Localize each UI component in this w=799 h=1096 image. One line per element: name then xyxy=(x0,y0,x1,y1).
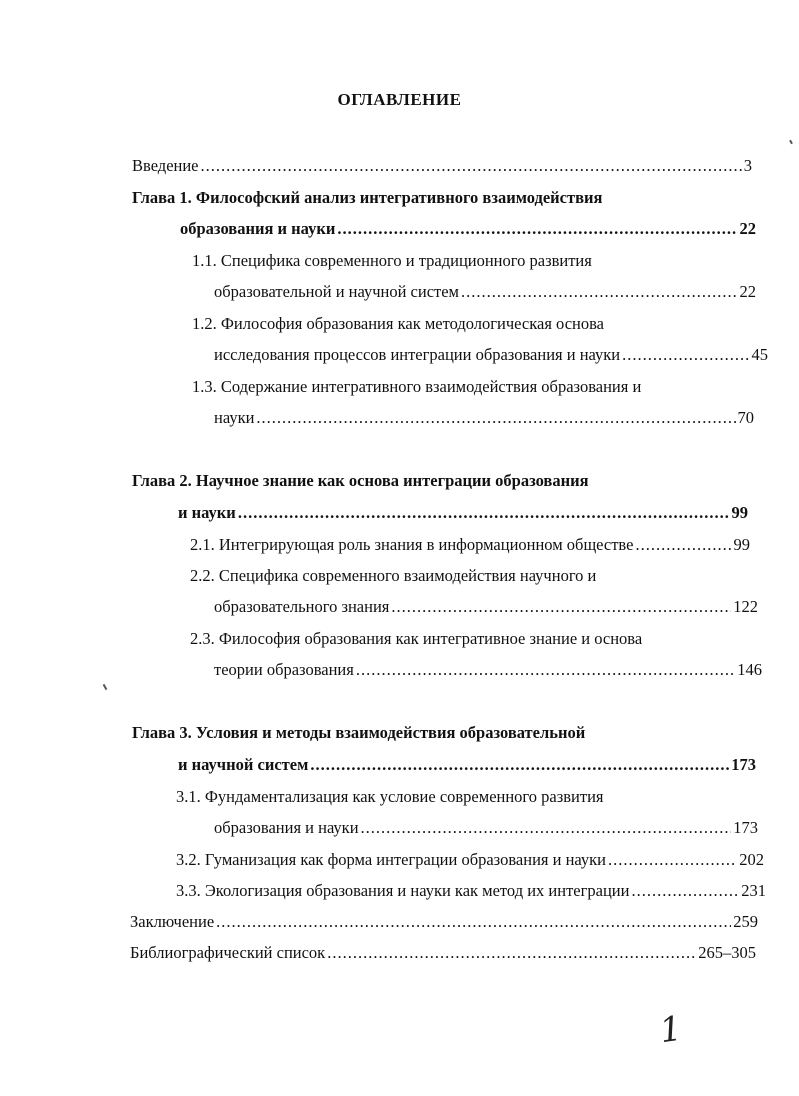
section-1-2-title-line1: 1.2. Философия образования как методологическая основа xyxy=(192,314,605,333)
leader-dots xyxy=(635,533,731,557)
toc-entry-bibliography xyxy=(130,941,756,965)
toc-entry-chapter-1 xyxy=(180,217,756,241)
section-1-1-title-line1: 1.1. Специфика современного и традиционного развития xyxy=(192,251,592,270)
leader-dots xyxy=(461,280,738,304)
toc-label: образовательной и научной систем xyxy=(214,282,459,301)
leader-dots xyxy=(327,941,696,965)
toc-entry-conclusion xyxy=(130,910,758,934)
toc-entry-section-1-3 xyxy=(214,406,754,430)
leader-dots xyxy=(310,753,729,777)
toc-page: 265–305 xyxy=(698,943,756,962)
scan-speck xyxy=(103,684,108,690)
leader-dots xyxy=(256,406,735,430)
toc-label: Библиографический список xyxy=(130,943,326,962)
toc-label: исследования процессов интеграции образования и науки xyxy=(214,345,621,364)
leader-dots xyxy=(631,879,739,903)
toc-label: 3.3. Экологизация образования и науки как метод их интеграции xyxy=(176,881,630,900)
toc-label: теории образования xyxy=(214,660,354,679)
toc-page: 173 xyxy=(731,755,756,774)
toc-entry-section-3-3 xyxy=(176,879,766,903)
toc-label: 2.1. Интегрирующая роль знания в информационном обществе xyxy=(190,535,634,554)
toc-label: Заключение xyxy=(130,912,215,931)
scan-speck xyxy=(789,140,793,144)
toc-page: 202 xyxy=(739,850,764,869)
toc-page: 146 xyxy=(737,660,762,679)
toc-page: 45 xyxy=(751,345,768,364)
section-2-3-title-line1: 2.3. Философия образования как интегративное знание и основа xyxy=(190,629,643,648)
leader-dots xyxy=(622,343,749,367)
toc-entry-chapter-3 xyxy=(178,753,756,777)
chapter-1-title-line1: Глава 1. Философский анализ интегративного взаимодействия xyxy=(132,188,603,207)
toc-page: 99 xyxy=(731,503,748,522)
toc-page: 22 xyxy=(739,219,756,238)
toc-label: и научной систем xyxy=(178,755,309,774)
section-3-1-title-line1: 3.1. Фундаментализация как условие современного развития xyxy=(176,787,604,806)
toc-page: 22 xyxy=(739,282,756,301)
toc-label: образования и науки xyxy=(214,818,359,837)
leader-dots xyxy=(337,217,737,241)
toc-page: 70 xyxy=(737,408,754,427)
page-title: ОГЛАВЛЕНИЕ xyxy=(337,90,462,109)
toc-label: и науки xyxy=(178,503,236,522)
leader-dots xyxy=(608,848,737,872)
toc-entry-intro xyxy=(132,154,752,178)
toc-entry-section-2-3 xyxy=(214,658,762,682)
chapter-3-title-line1: Глава 3. Условия и методы взаимодействия образовательной xyxy=(132,723,586,742)
leader-dots xyxy=(356,658,735,682)
leader-dots xyxy=(201,154,742,178)
toc-entry-section-3-2 xyxy=(176,848,764,872)
toc-label: образования и науки xyxy=(180,219,336,238)
toc-label: Введение xyxy=(132,156,199,175)
toc-page: 259 xyxy=(733,912,758,931)
toc-page: 3 xyxy=(743,156,752,175)
leader-dots xyxy=(216,910,731,934)
chapter-2-title-line1: Глава 2. Научное знание как основа интеграции образования xyxy=(132,471,589,490)
leader-dots xyxy=(391,595,731,619)
toc-entry-section-1-1 xyxy=(214,280,756,304)
toc-page: 173 xyxy=(733,818,758,837)
toc-page: 231 xyxy=(741,881,766,900)
leader-dots xyxy=(361,816,732,840)
section-2-2-title-line1: 2.2. Специфика современного взаимодействия научного и xyxy=(190,566,597,585)
section-1-3-title-line1: 1.3. Содержание интегративного взаимодействия образования и xyxy=(192,377,642,396)
toc-entry-chapter-2 xyxy=(178,501,748,525)
toc-entry-section-1-2 xyxy=(214,343,768,367)
toc-entry-section-2-2 xyxy=(214,595,758,619)
handwritten-page-number: 1 xyxy=(657,1008,685,1052)
toc-page: 122 xyxy=(733,597,758,616)
toc-label: науки xyxy=(214,408,255,427)
toc-entry-section-2-1 xyxy=(190,533,750,557)
leader-dots xyxy=(238,501,730,525)
toc-page: 99 xyxy=(733,535,750,554)
toc-label: образовательного знания xyxy=(214,597,390,616)
toc-entry-section-3-1 xyxy=(214,816,758,840)
toc-label: 3.2. Гуманизация как форма интеграции образования и науки xyxy=(176,850,606,869)
